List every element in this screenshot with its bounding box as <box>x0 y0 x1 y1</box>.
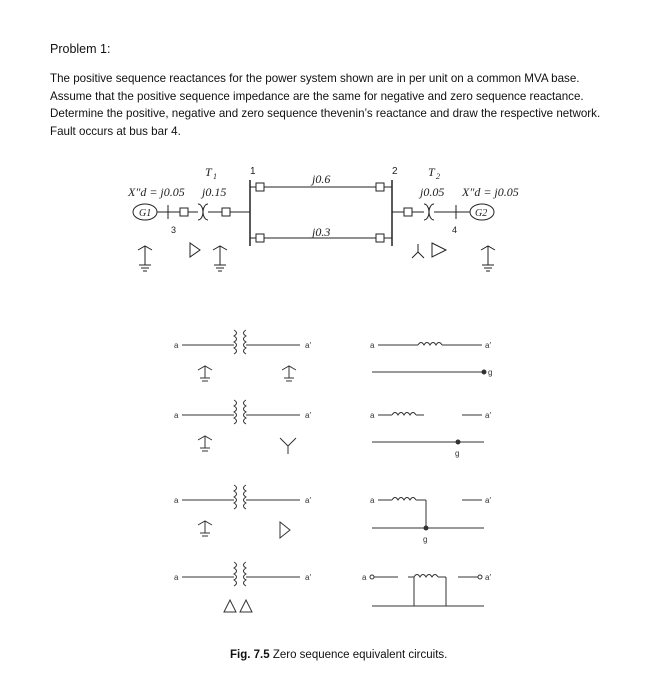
delta-delta-icon <box>224 600 252 612</box>
line-top-reactance: j0.6 <box>312 172 331 186</box>
wye-ground-icon <box>198 366 212 381</box>
transformer-row-1 <box>174 330 311 381</box>
svg-text:g: g <box>455 449 460 458</box>
t2-subscript: 2 <box>436 172 440 181</box>
svg-text:g: g <box>423 535 428 544</box>
problem-text: The positive sequence reactances for the power system shown are in per unit on a common MVA base. Assume that the positive sequence impedance are the same for negative and zero sequence reactance. Determine the positive, negative and zero sequence thevenin’s reactance and draw the respective network. Fault occurs at bus bar 4. <box>50 72 601 138</box>
wye-ground-icon <box>282 366 296 381</box>
svg-text:a′: a′ <box>485 496 491 505</box>
figure-caption-label: Fig. 7.5 <box>230 649 270 661</box>
t1-reactance: j0.15 <box>202 185 227 199</box>
inductor-icon <box>414 575 438 578</box>
wye-ground-icon <box>198 521 212 536</box>
zero-sequence-figure <box>174 330 492 612</box>
bus-3-node <box>180 208 188 216</box>
inductor-icon <box>418 343 442 346</box>
svg-text:a′: a′ <box>305 411 311 420</box>
t2-delta-icon <box>432 243 446 257</box>
t2-reactance: j0.05 <box>420 185 445 199</box>
t2-wye-icon <box>412 244 424 258</box>
line-bottom-reactance: j0.3 <box>312 225 331 239</box>
g1-reactance: X″d = j0.05 <box>128 185 185 199</box>
svg-text:g: g <box>488 368 493 377</box>
t2-label: T <box>428 165 435 179</box>
g2-ground-icon <box>481 246 495 271</box>
t1-delta-icon <box>190 243 200 257</box>
svg-text:a′: a′ <box>305 496 311 505</box>
svg-text:a′: a′ <box>485 341 491 350</box>
svg-text:a′: a′ <box>305 573 311 582</box>
bus-4-label: 4 <box>452 225 458 235</box>
figure-caption <box>230 649 447 661</box>
transformer-icon <box>234 485 246 509</box>
svg-text:a: a <box>370 411 375 420</box>
t1-symbol <box>188 204 222 220</box>
wye-ground-icon <box>198 436 212 451</box>
t1-subscript: 1 <box>213 172 217 181</box>
wye-icon <box>280 438 296 454</box>
t1-wye-ground-icon <box>213 246 227 271</box>
g2-reactance: X″d = j0.05 <box>462 185 519 199</box>
equivalent-row-1 <box>370 341 492 377</box>
inductor-icon <box>392 413 416 416</box>
svg-text:a: a <box>174 573 179 582</box>
transformer-row-4 <box>174 562 311 612</box>
equivalent-row-3 <box>370 496 491 544</box>
inductor-icon <box>392 498 416 501</box>
bus-1-label: 1 <box>250 166 256 177</box>
g1-ground-icon <box>138 246 152 271</box>
bus-3-label: 3 <box>171 225 177 235</box>
g1-label: G1 <box>139 208 152 219</box>
equivalent-row-4 <box>362 573 491 606</box>
g2-label: G2 <box>475 208 488 219</box>
svg-text:a′: a′ <box>305 341 311 350</box>
svg-text:a: a <box>370 341 375 350</box>
figure-caption-text: Zero sequence equivalent circuits. <box>272 649 448 661</box>
svg-text:a: a <box>174 341 179 350</box>
t1-label: T <box>205 165 212 179</box>
svg-text:a: a <box>174 411 179 420</box>
bus-2-label: 2 <box>392 166 398 177</box>
svg-text:a: a <box>174 496 179 505</box>
equivalent-row-2 <box>370 411 491 458</box>
svg-text:a′: a′ <box>485 573 491 582</box>
svg-text:a: a <box>362 573 367 582</box>
transformer-row-3 <box>174 485 311 538</box>
delta-icon <box>280 522 290 538</box>
transformer-icon <box>234 330 246 354</box>
t2-symbol <box>412 204 446 220</box>
svg-text:a′: a′ <box>485 411 491 420</box>
svg-text:a: a <box>370 496 375 505</box>
transformer-icon <box>234 400 246 424</box>
power-system-diagram <box>127 165 519 271</box>
transformer-row-2 <box>174 400 311 454</box>
transformer-icon <box>234 562 246 586</box>
problem-title: Problem 1: <box>50 42 111 56</box>
